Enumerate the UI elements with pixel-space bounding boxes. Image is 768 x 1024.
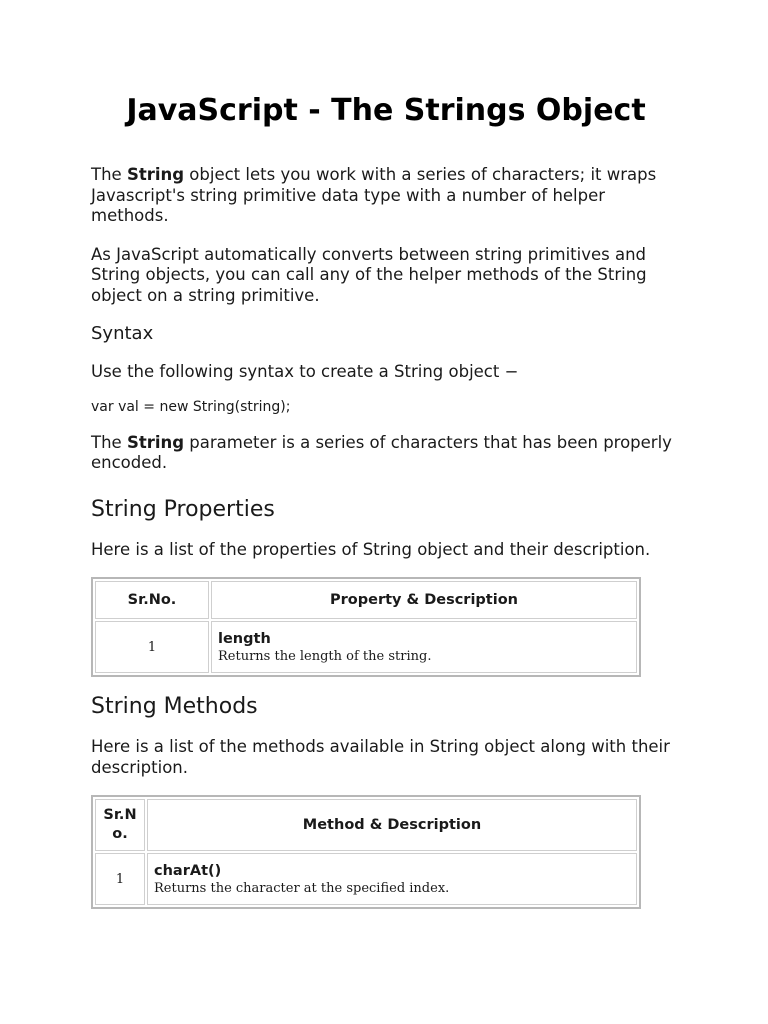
row-description-cell: [211, 621, 637, 673]
table-row: [95, 621, 637, 673]
param-bold-term: String: [126, 432, 185, 452]
methods-col-srno: Sr.N o.: [95, 799, 145, 851]
properties-heading: String Properties: [91, 496, 275, 522]
syntax-code: var val = new String(string);: [91, 398, 291, 415]
properties-col-srno: Sr.No.: [95, 581, 209, 619]
methods-col-description: Method & Description: [147, 799, 637, 851]
param-text-rest: parameter is a series of characters that has been properly encoded.: [91, 432, 672, 472]
row-description-cell: [147, 853, 637, 905]
method-name: charAt(): [154, 862, 222, 879]
param-paragraph: [91, 433, 681, 474]
syntax-lead: Use the following syntax to create a String object −: [91, 362, 519, 381]
properties-lead: Here is a list of the properties of String object and their description.: [91, 539, 651, 559]
param-text-start: The: [91, 432, 127, 452]
syntax-heading: Syntax: [91, 323, 154, 344]
intro-paragraph-2: As JavaScript automatically converts between string primitives and String objects, you can call any of the helper methods of the String object on a string primitive.: [91, 244, 647, 305]
methods-table: [91, 795, 641, 909]
intro-text-start: The: [91, 165, 127, 184]
row-number: 1: [95, 621, 209, 673]
intro-bold-term: String: [126, 165, 185, 184]
property-name: length: [218, 630, 271, 647]
methods-lead: Here is a list of the methods available in String object along with their description.: [91, 737, 670, 777]
intro-text-rest: object lets you work with a series of characters; it wraps Javascript's string primitive data type with a number of helper methods.: [91, 165, 657, 225]
methods-heading: String Methods: [91, 694, 258, 719]
intro-paragraph-1: [91, 165, 681, 227]
methods-header-row: [95, 799, 637, 851]
method-description: Returns the character at the specified index.: [154, 880, 450, 896]
row-number: 1: [95, 853, 145, 905]
properties-table: [91, 577, 641, 677]
page-title: JavaScript - The Strings Object: [126, 93, 646, 128]
properties-header-row: [95, 581, 637, 619]
properties-col-description: Property & Description: [211, 581, 637, 619]
document-content: [91, 92, 681, 909]
table-row: [95, 853, 637, 905]
property-description: Returns the length of the string.: [218, 648, 432, 664]
